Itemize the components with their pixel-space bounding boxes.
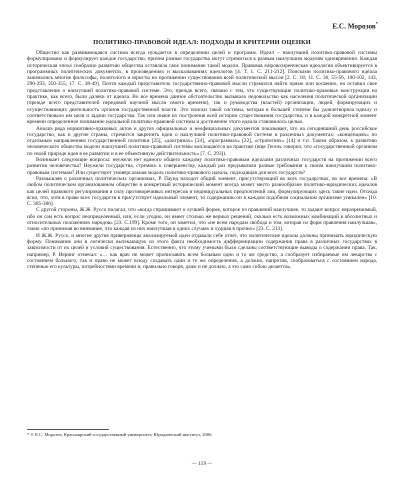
paragraph: Общество как развивающаяся система всегда нуждается в определении целей и программ. Идеал – наилучший политико-правовой системы формулировано и формулирует каждое государство, причем разные государства могут стремиться к разным наилучшим моделям одновременно. Каждая историческая эпоха сообразно развитию общества оставляла свое понимание такой модели. Правовая мировоззренческая идеология объективируется в программных политических документах, в произведениях и высказываниях идеологов [4. Т. 1. С. 211-212]. Поисками политико-правового идеала занимались многие философы, политологи и юристы на протяжении существования всей политической мысли [2. С. 18; 11. С. 36, 55-56, 100-102, 143, 290-293, 350-355; 17. С. 38-49]. Почти каждый представитель государственно-правовой мысли стремился найти прямо или косвенно, но оставил свое представление о наилучшей политико-правовой системе. Это, прежде всего, связано с тем, что существующие политико-правовые конструкции на практике, как всего, были далеки от идеала. Во все времена данное обстоятельство вызывало недовольство как населения политической организации (прежде всего представителей передовой научной мысли своего времени), так и руководства (властей) организации, людей, формирующих и осуществляющих деятельность органов государственной власти. Это поиски такой системы, которая в большей степени бы удовлетворяла идеалу и соответствовало им цели и задачи государства. Так или иначе их построения всей истории существования государства, и в каждой конкретной момент времени определенное понимание идеальной политико-правовой системы и достижение этого идеала становилось целью. [27,50,377,126]
article-body [27,50,377,420]
paragraph: Размышляя о различных политических организмах, Р. Паунд находит общий элемент, присутствующий во всех государствах, во все времена: «В любом политическом организованном обществе в конкретный исторический момент всегда может место разнообразие политико-юридических идеалов как целей правового регулирования в силу противоречивых интересов и индивидуальных предпочтений лиц, формулирующих здесь такие идеи. Отсюда ясно, что, хотя в праве всех государств в присутствует идеальный элемент, то содержанию он в каждом подобном социальном организме уникален» [10. С. 385-386]. [27,175,377,208]
article-title: ПОЛИТИКО-ПРАВОВОЙ ИДЕАЛ: ПОДХОДЫ И КРИТЕРИИ ОЦЕНКИ [93,39,311,46]
paragraph: Возникает следующие вопросы: неужели нет единого общего каждому политико-правовым идеалами различных государств на протяжении всего развития человечества? Неужели государства, стремясь к совершенству, каждый раз предъявляли разные требования к своим наилучшим политико-правовым системам? Или существует универсальная модель политико-правового идеала, подходящая для всех государств? [27,157,377,176]
footnote-divider [27,429,109,430]
author-text: Е.С. Морозов [332,22,376,31]
author-name [332,21,378,30]
page-number: — 159 — [191,461,213,467]
paragraph: Анализ ряда нормативно-правовых актов и других официальных и неофициальных документов показывает, что на сегодняшний день российское государство, как и другие страны, стремится закрепить идеи о наилучшей политико-правовой системе в различных документах: «концепциях» по отдельным направлениям государственной политики [25], «доктринах» [24], «программах» [22], «стратегиях» [14] и т.п. Таким образом, к развитию человеческого общества модели наилучшей политико-правовой системы воплощаются на практике (еще Гегель говорил, что «государственный организм по своей природе идея в ее развитии и в ее объективную действительность» [7. С. 293]). [27,125,377,157]
author-footnote-mark: * [375,21,378,26]
paragraph: С другой стороны, Ж.Ж. Руссо полагал, что «когда спрашивают о лучшей форме, которое из правлений наилучшее, то задают вопрос неразрешимый, ибо он сам есть вопрос неопределенный, или, если угодно, он имеет столько же верных решений, сколько есть возможных комбинаций в абсолютных и относительных положениях народов» [23. С.199]. Кроме того, он заметил, что «не всем народам свобода и том, которая из форм правления наилучшая», такие «по принимая во внимание, что каждая из них наилучшая в одних случаях и худшая в прочих» [23. С. 213]. [27,207,377,233]
footnote: * © Е.С. Морозов, Красноярский государственный университет, Юридический институт, 2006. [27,432,213,437]
paragraph: И Ж.Ж. Руссо, и многие другие приверженцы анализируемой идеи отдавали себе отчет, что политические идеалы должны принимать юридическую форму. Понимание они в логически вытекающую из этого факта необходимость дифференциации содержания права в различных государствах в зависимости от их целей и условий существования. Естественно, что этому учеными были сделаны соответствующие выводы о содержании права. Так, например, Р. Иеринг отмечал: «… как врач не может прописывать всем больным одно и то же средство, а сообразует избираемые им лекарства с состоянием больного, так и право не может всюду создавать одни и те же определения, а должно, напротив, сообразоваться с состоянием народа, степенью его культуры, потребностями времени и, правильно говоря, даже и не должно, а это само собою делается». [27,232,377,271]
